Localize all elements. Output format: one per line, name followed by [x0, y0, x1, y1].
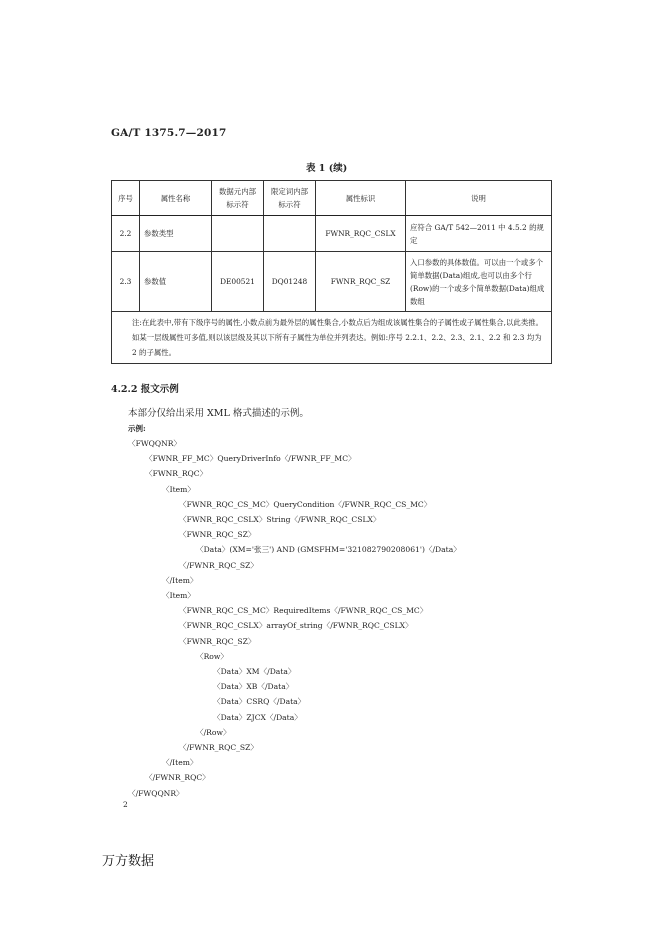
cell-no: 2.2 — [112, 216, 140, 252]
xml-code-line: 〈FWNR_RQC_CSLX〉String〈/FWNR_RQC_CSLX〉 — [179, 515, 381, 524]
cell-de: DE00521 — [212, 252, 264, 312]
cell-desc: 入口参数的具体数值。可以由一个或多个简单数据(Data)组成,也可以由多个行(Row)的一个或多个简单数据(Data)组成数组 — [406, 252, 552, 312]
table-note: 注:在此表中,带有下级序号的属性,小数点前为最外层的属性集合,小数点后为组成该属性集合的子属性或子属性集合,以此类推。如某一层级属性可多值,则以该层级及其以下所有子属性为单位并列表达。例如:序号 2.2.1、2.2、2.3、2.1、2.2 和 2.3 均为 2 的子属性。 — [112, 312, 552, 364]
table-caption: 表 1 (续) — [306, 163, 348, 174]
col-header-no: 序号 — [112, 181, 140, 216]
xml-code-line: 〈/Item〉 — [162, 758, 198, 768]
cell-id: FWNR_RQC_SZ — [316, 252, 406, 312]
col-header-de: 数据元内部标示符 — [212, 181, 264, 216]
xml-code-line: 〈FWNR_RQC_CS_MC〉QueryCondition〈/FWNR_RQC_CS_MC〉 — [179, 499, 432, 509]
xml-code-line: 〈Row〉 — [196, 651, 228, 661]
xml-code-line: 〈FWNR_RQC_SZ〉 — [179, 530, 256, 540]
xml-code-line: 〈Item〉 — [162, 591, 195, 600]
section-intro: 本部分仅给出采用 XML 格式描述的示例。 — [128, 408, 309, 419]
xml-code-line: 〈FWNR_RQC_CS_MC〉RequiredItems〈/FWNR_RQC_CS_MC〉 — [179, 606, 428, 616]
xml-code-line: 〈/FWNR_RQC〉 — [145, 773, 210, 783]
col-header-id: 属性标识 — [316, 181, 406, 216]
xml-code-line: 〈/Item〉 — [162, 575, 198, 585]
cell-dq: DQ01248 — [264, 252, 316, 312]
xml-code-line: 〈/FWNR_RQC_SZ〉 — [179, 743, 259, 752]
xml-code-line: 〈Data〉XB〈/Data〉 — [213, 682, 294, 692]
cell-name: 参数值 — [140, 252, 212, 312]
col-header-name: 属性名称 — [140, 181, 212, 216]
watermark: 万方数据 — [102, 854, 155, 869]
xml-code-line: 〈Data〉XM〈/Data〉 — [213, 667, 296, 676]
cell-desc: 应符合 GA/T 542—2011 中 4.5.2 的规定 — [406, 216, 552, 252]
example-label: 示例: — [128, 424, 146, 433]
xml-code-line: 〈Item〉 — [162, 484, 195, 494]
cell-de — [212, 216, 264, 252]
xml-code-line: 〈FWNR_FF_MC〉QueryDriverInfo〈/FWNR_FF_MC〉 — [145, 454, 356, 464]
xml-code-line: 〈FWNR_RQC_CSLX〉arrayOf_string〈/FWNR_RQC_CSLX〉 — [179, 621, 413, 631]
xml-code-line: 〈/FWQQNR〉 — [128, 788, 184, 798]
col-header-dq: 限定词内部标示符 — [264, 181, 316, 216]
standard-header: GA/T 1375.7—2017 — [111, 127, 227, 139]
table-header-row — [112, 181, 552, 216]
cell-dq — [264, 216, 316, 252]
table-row — [112, 216, 552, 252]
xml-code-line: 〈FWQQNR〉 — [128, 439, 182, 448]
page-number: 2 — [123, 800, 128, 809]
section-heading: 4.2.2 报文示例 — [111, 384, 179, 395]
xml-code-line: 〈/FWNR_RQC_SZ〉 — [179, 560, 259, 570]
attribute-table — [111, 180, 552, 364]
xml-code-line: 〈Data〉CSRQ〈/Data〉 — [213, 697, 306, 707]
xml-code-line: 〈FWNR_RQC_SZ〉 — [179, 636, 256, 646]
xml-code-line: 〈FWNR_RQC〉 — [145, 469, 208, 479]
col-header-desc: 说明 — [406, 181, 552, 216]
table-row — [112, 252, 552, 312]
table-note-row — [112, 312, 552, 364]
xml-code-line: 〈Data〉ZJCX〈/Data〉 — [213, 712, 302, 722]
cell-name: 参数类型 — [140, 216, 212, 252]
xml-code-line: 〈/Row〉 — [196, 727, 231, 737]
cell-id: FWNR_RQC_CSLX — [316, 216, 406, 252]
xml-code-line: 〈Data〉(XM='张三') AND (GMSFHM='321082790208061')〈/Data〉 — [196, 545, 461, 555]
cell-no: 2.3 — [112, 252, 140, 312]
